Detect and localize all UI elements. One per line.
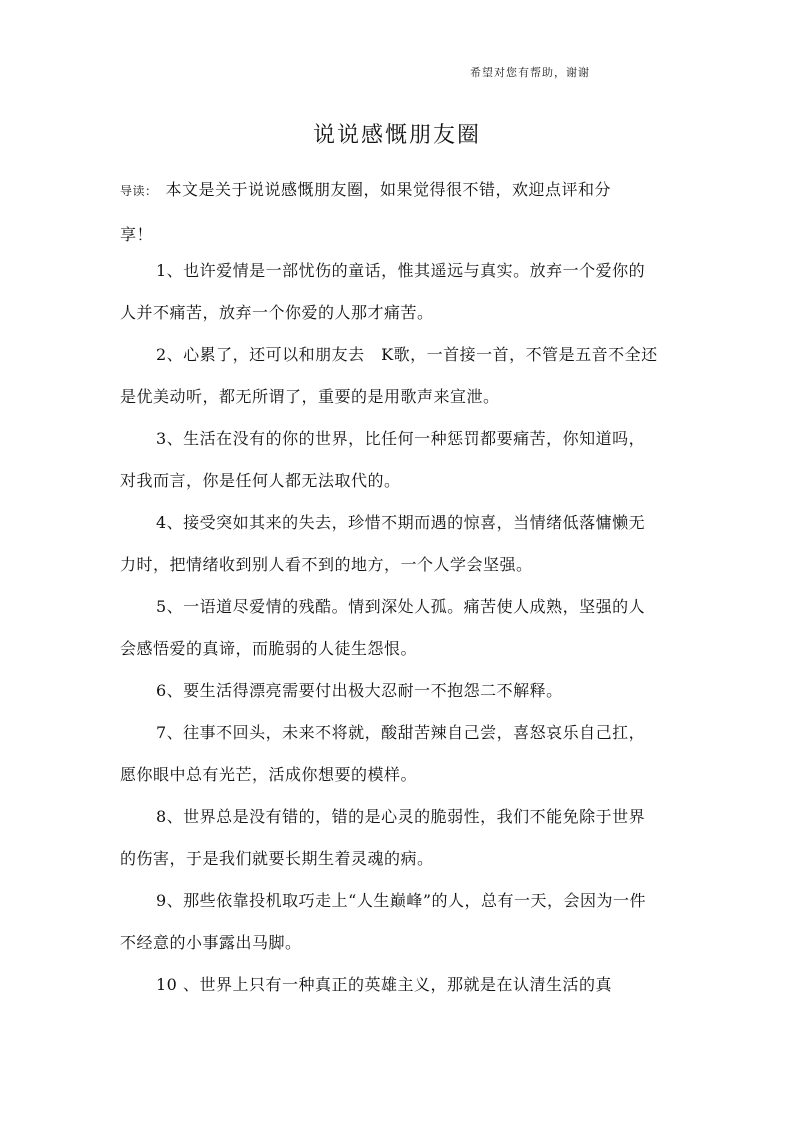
paragraph-7: 7、往事不回头，未来不将就，酸甜苦辣自己尝，喜怒哀乐自己扛，愿你眼中总有光芒，活成你想要的模样。 [120,723,646,784]
paragraph-1: 1、也许爱情是一部忧伤的童话，惟其遥远与真实。放弃一个爱你的人并不痛苦，放弃一个你爱的人那才痛苦。 [120,261,646,322]
paragraph-10: 10 、世界上只有一种真正的英雄主义，那就是在认清生活的真 [156,975,612,994]
header-note: 希望对您有帮助，谢谢 [470,66,590,79]
intro-label: 导读： [120,184,158,198]
paragraph-8: 8、世界总是没有错的，错的是心灵的脆弱性，我们不能免除于世界的伤害，于是我们就要长期生着灵魂的病。 [120,807,646,868]
paragraph-3: 3、生活在没有的你的世界，比任何一种惩罚都要痛苦，你知道吗，对我而言，你是任何人都无法取代的。 [120,429,646,490]
intro-text: 本文是关于说说感慨朋友圈，如果觉得很不错，欢迎点评和分享！ [120,180,612,244]
page-title: 说说感慨朋友圈 [312,123,481,148]
article-body [120,250,660,1006]
paragraph-5: 5、一语道尽爱情的残酷。情到深处人孤。痛苦使人成熟，坚强的人会感悟爱的真谛，而脆弱的人徒生怨恨。 [120,597,646,658]
paragraph-9: 9、那些依靠投机取巧走上“人生巅峰”的人，总有一天，会因为一件不经意的小事露出马脚。 [120,891,647,952]
paragraph-6: 6、要生活得漂亮需要付出极大忍耐一不抱怨二不解释。 [156,681,563,700]
intro [120,168,640,256]
paragraph-4: 4、接受突如其来的失去，珍惜不期而遇的惊喜，当情绪低落慵懒无力时，把情绪收到别人看不到的地方，一个人学会坚强。 [120,513,646,574]
paragraph-2: 2、心累了，还可以和朋友去 K歌，一首接一首，不管是五音不全还是优美动听，都无所谓了，重要的是用歌声来宣泄。 [120,345,658,406]
